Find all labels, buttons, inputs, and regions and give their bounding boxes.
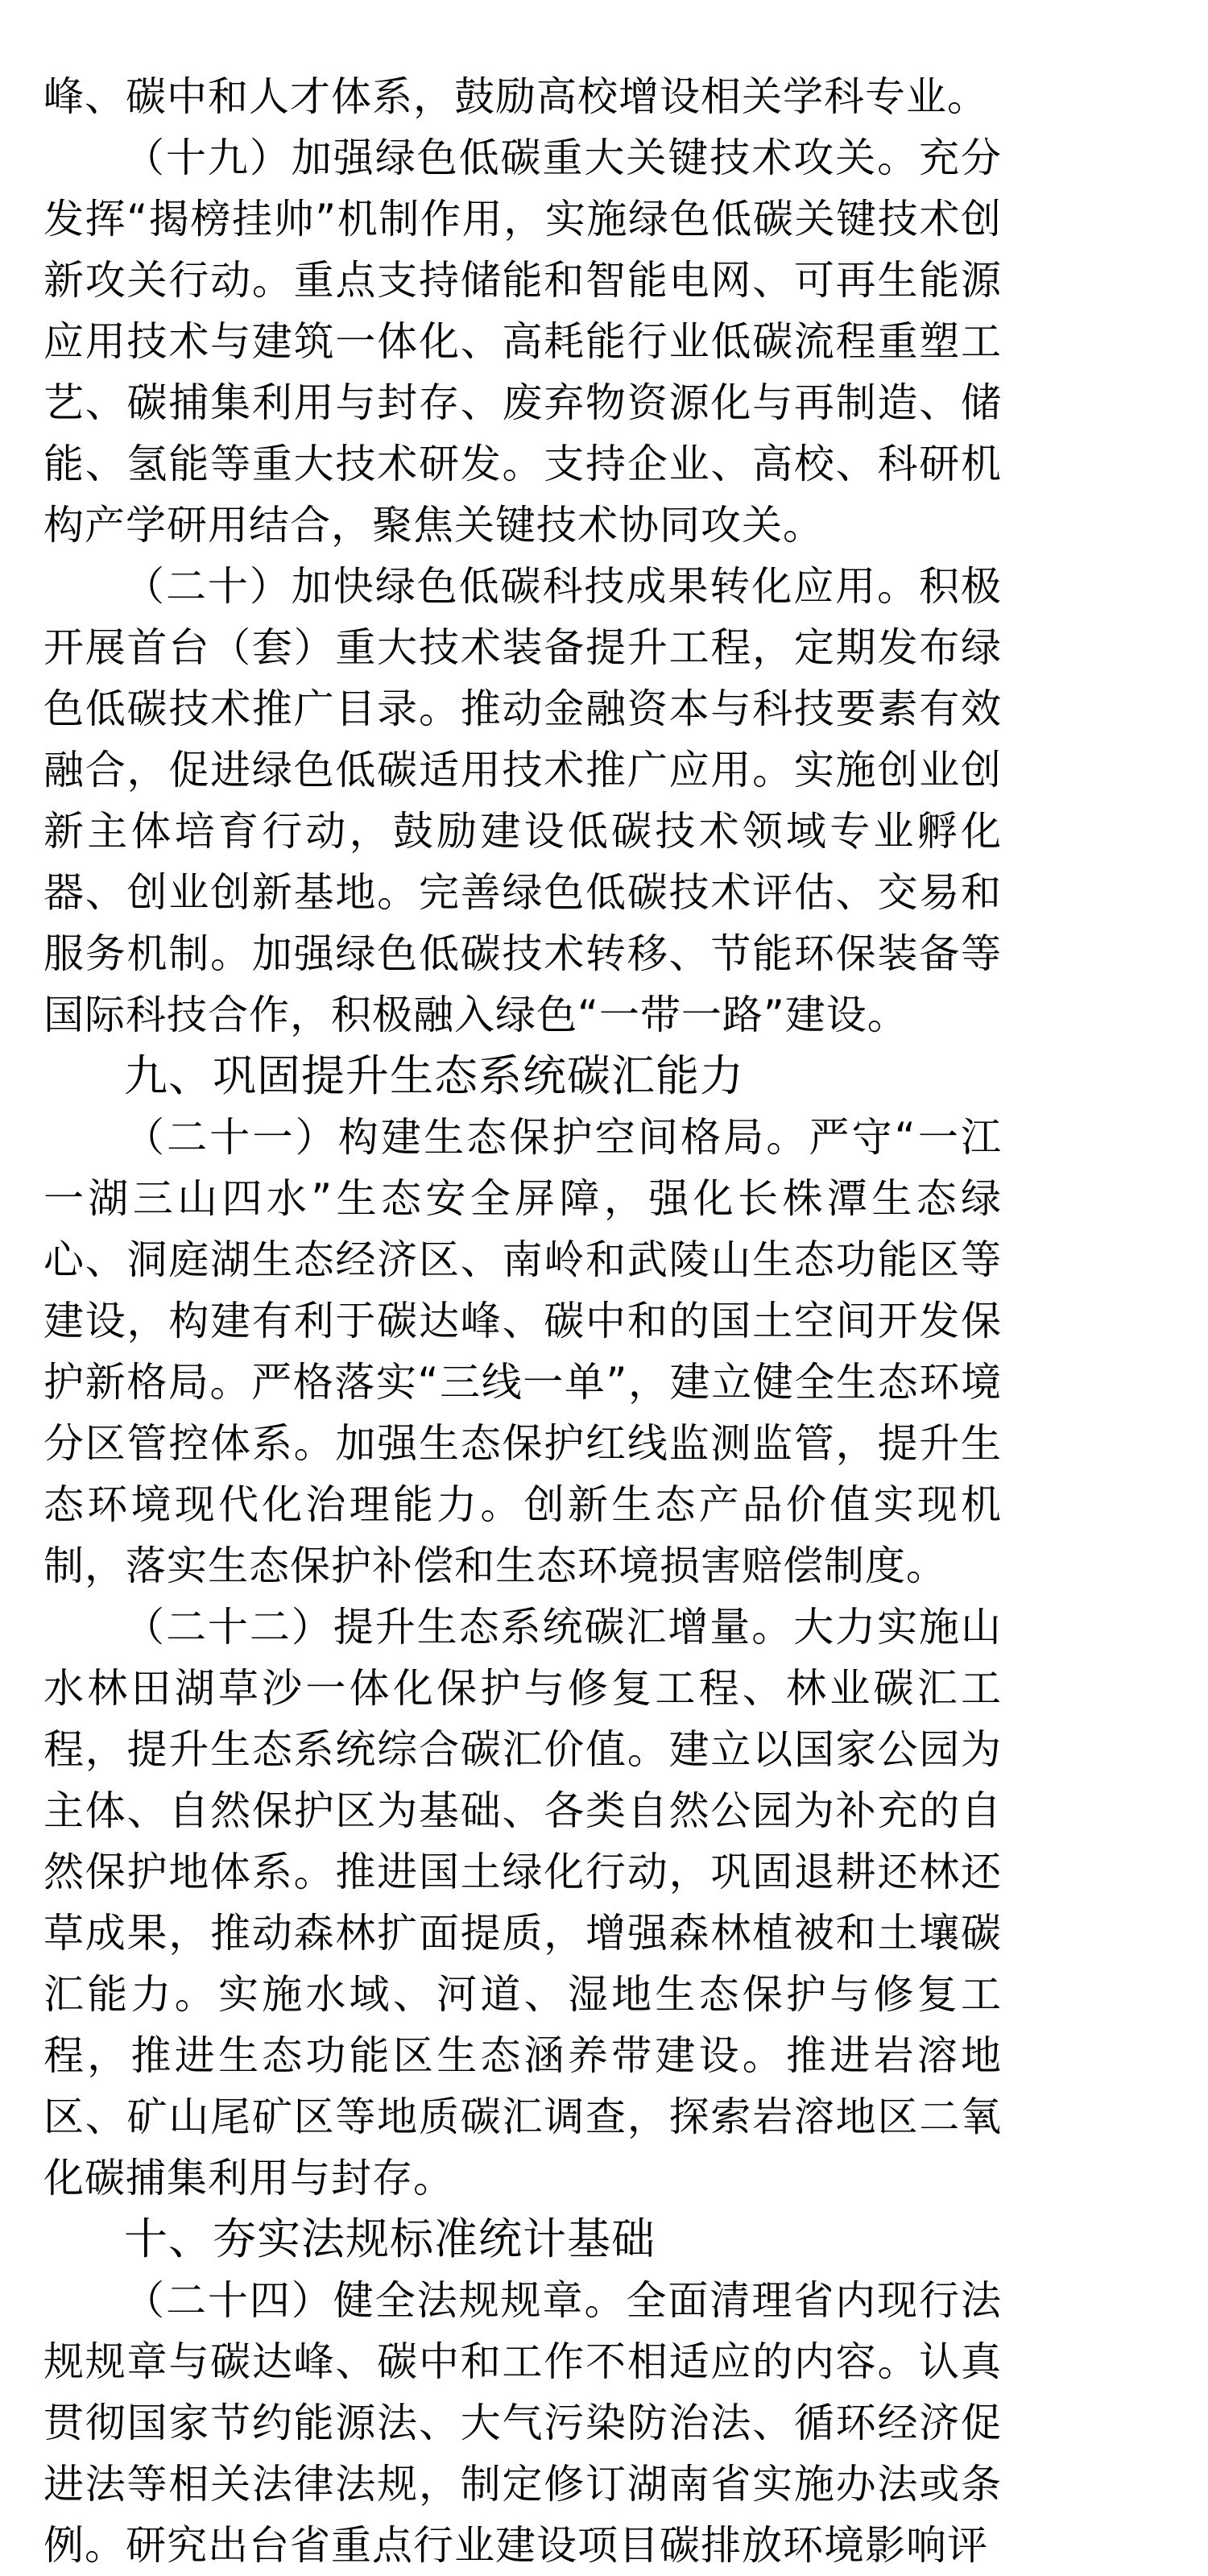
paragraph-talent-system: 峰、碳中和人才体系，鼓励高校增设相关学科专业。 [43, 73, 988, 120]
paragraph-22-carbon-sink: （二十二）提升生态系统碳汇增量。大力实施山水林田湖草沙一体化保护与修复工程、林业碳汇工程，提升生态系统综合碳汇价值。建立以国家公园为主体、自然保护区为基础、各类自然公园为补充的自然保护地体系。推进国土绿化行动，巩固退耕还林还草成果，推动森林扩面提质，增强森林植被和土壤碳汇能力。实施水域、河道、湿地生态保护与修复工程，推进生态功能区生态涵养带建设。推进岩溶地区、矿山尾矿区等地质碳汇调查，探索岩溶地区二氧化碳捕集利用与封存。 [43, 1604, 1002, 2201]
paragraph-21-eco-space: （二十一）构建生态保护空间格局。严守“一江一湖三山四水”生态安全屏障，强化长株潭生态绿心、洞庭湖生态经济区、南岭和武陵山生态功能区等建设，构建有利于碳达峰、碳中和的国土空间开发保护新格局。严格落实“三线一单”，建立健全生态环境分区管控体系。加强生态保护红线监测监管，提升生态环境现代化治理能力。创新生态产品价值实现机制，落实生态保护补偿和生态环境损害赔偿制度。 [43, 1114, 1002, 1589]
section-heading-10: 十、夯实法规标准统计基础 [124, 2214, 656, 2264]
paragraph-19-key-tech: （十九）加强绿色低碳重大关键技术攻关。充分发挥“揭榜挂帅”机制作用，实施绿色低碳关键技术创新攻关行动。重点支持储能和智能电网、可再生能源应用技术与建筑一体化、高耗能行业低碳流程重塑工艺、碳捕集利用与封存、废弃物资源化与再制造、储能、氢能等重大技术研发。支持企业、高校、科研机构产学研用结合，聚焦关键技术协同攻关。 [43, 135, 1002, 549]
paragraph-24-regulations: （二十四）健全法规规章。全面清理省内现行法规规章与碳达峰、碳中和工作不相适应的内容。认真贯彻国家节约能源法、大气污染防治法、循环经济促进法等相关法律法规，制定修订湖南省实施办法或条例。研究出台省重点行业建设项目碳排放环境影响评 [43, 2277, 1002, 2569]
document-page [43, 66, 1002, 2576]
paragraph-20-tech-transfer: （二十）加快绿色低碳科技成果转化应用。积极开展首台（套）重大技术装备提升工程，定期发布绿色低碳技术推广目录。推动金融资本与科技要素有效融合，促进绿色低碳适用技术推广应用。实施创业创新主体培育行动，鼓励建设低碳技术领域专业孵化器、创业创新基地。完善绿色低碳技术评估、交易和服务机制。加强绿色低碳技术转移、节能环保装备等国际科技合作，积极融入绿色“一带一路”建设。 [43, 563, 1002, 1038]
section-heading-9: 九、巩固提升生态系统碳汇能力 [124, 1050, 744, 1101]
